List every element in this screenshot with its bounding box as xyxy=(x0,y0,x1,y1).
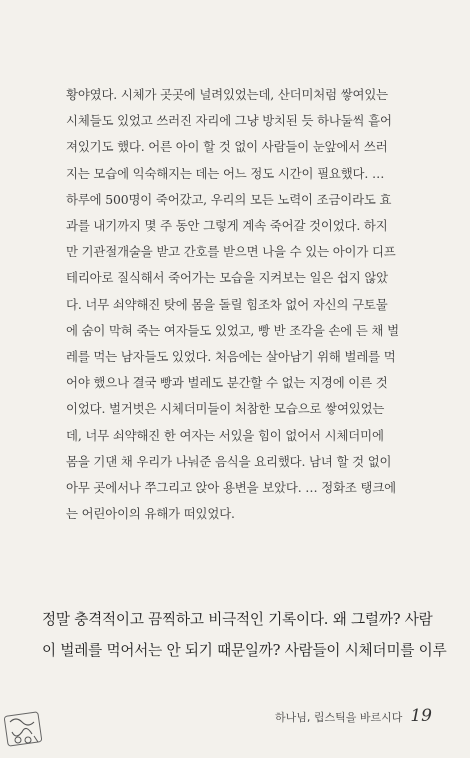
body-paragraph xyxy=(42,604,447,666)
quote-line: 이었다. 벌거벗은 시체더미들이 처참한 모습으로 쌓여있었는 xyxy=(66,401,385,417)
running-title: 하나님, 립스틱을 바르시다 xyxy=(274,711,403,724)
quote-line: 에 숨이 막혀 죽는 여자들도 있었고, 빵 반 조각을 손에 든 채 벌 xyxy=(66,322,399,338)
quote-line: 져있기도 했다. 어른 아이 할 것 없이 사람들이 눈앞에서 쓰러 xyxy=(66,139,388,155)
quote-line: 만 기관절개술을 받고 간호를 받으면 나을 수 있는 아이가 디프 xyxy=(66,244,396,260)
quote-line: 하루에 500명이 죽어갔고, 우리의 모든 노력이 조금이라도 효 xyxy=(66,191,392,207)
quote-line: 몸을 기댄 채 우리가 나눠준 음식을 요리했다. 남녀 할 것 없이 xyxy=(66,453,392,469)
quote-line: 과를 내기까지 몇 주 동안 그렇게 계속 죽어갈 것이었다. 하지 xyxy=(66,218,388,234)
handwritten-scribble xyxy=(0,700,70,758)
quote-line: 테리아로 질식해서 죽어가는 모습을 지켜보는 일은 쉽지 않았 xyxy=(66,270,389,286)
quote-line: 레를 먹는 남자들도 있었다. 처음에는 살아남기 위해 벌레를 먹 xyxy=(66,349,396,365)
page-footer xyxy=(275,706,432,726)
block-quote xyxy=(66,82,414,527)
quote-line: 지는 모습에 익숙해지는 데는 어느 정도 시간이 필요했다. … xyxy=(66,165,385,181)
quote-line: 다. 너무 쇠약해진 탓에 몸을 돌릴 힘조차 없어 자신의 구토물 xyxy=(66,296,388,312)
quote-line: 데, 너무 쇠약해진 한 여자는 서있을 힘이 없어서 시체더미에 xyxy=(66,427,384,443)
quote-line: 시체들도 있었고 쓰러진 자리에 그냥 방치된 듯 하나둘씩 흩어 xyxy=(66,113,392,129)
quote-line: 어야 했으나 결국 빵과 벌레도 분간할 수 없는 지경에 이른 것 xyxy=(66,375,388,391)
body-line: 정말 충격적이고 끔찍하고 비극적인 기록이다. 왜 그럴까? 사람 xyxy=(42,611,433,628)
quote-line: 황야였다. 시체가 곳곳에 널려있었는데, 산더미처럼 쌓여있는 xyxy=(66,87,389,102)
body-line: 이 벌레를 먹어서는 안 되기 때문일까? 사람들이 시체더미를 이루 xyxy=(42,642,447,659)
quote-line: 아무 곳에서나 쭈그리고 앉아 용변을 보았다. … 정화조 탱크에 xyxy=(66,480,397,496)
page-number: 19 xyxy=(410,706,432,726)
quote-line: 는 어린아이의 유해가 떠있었다. xyxy=(66,506,235,522)
